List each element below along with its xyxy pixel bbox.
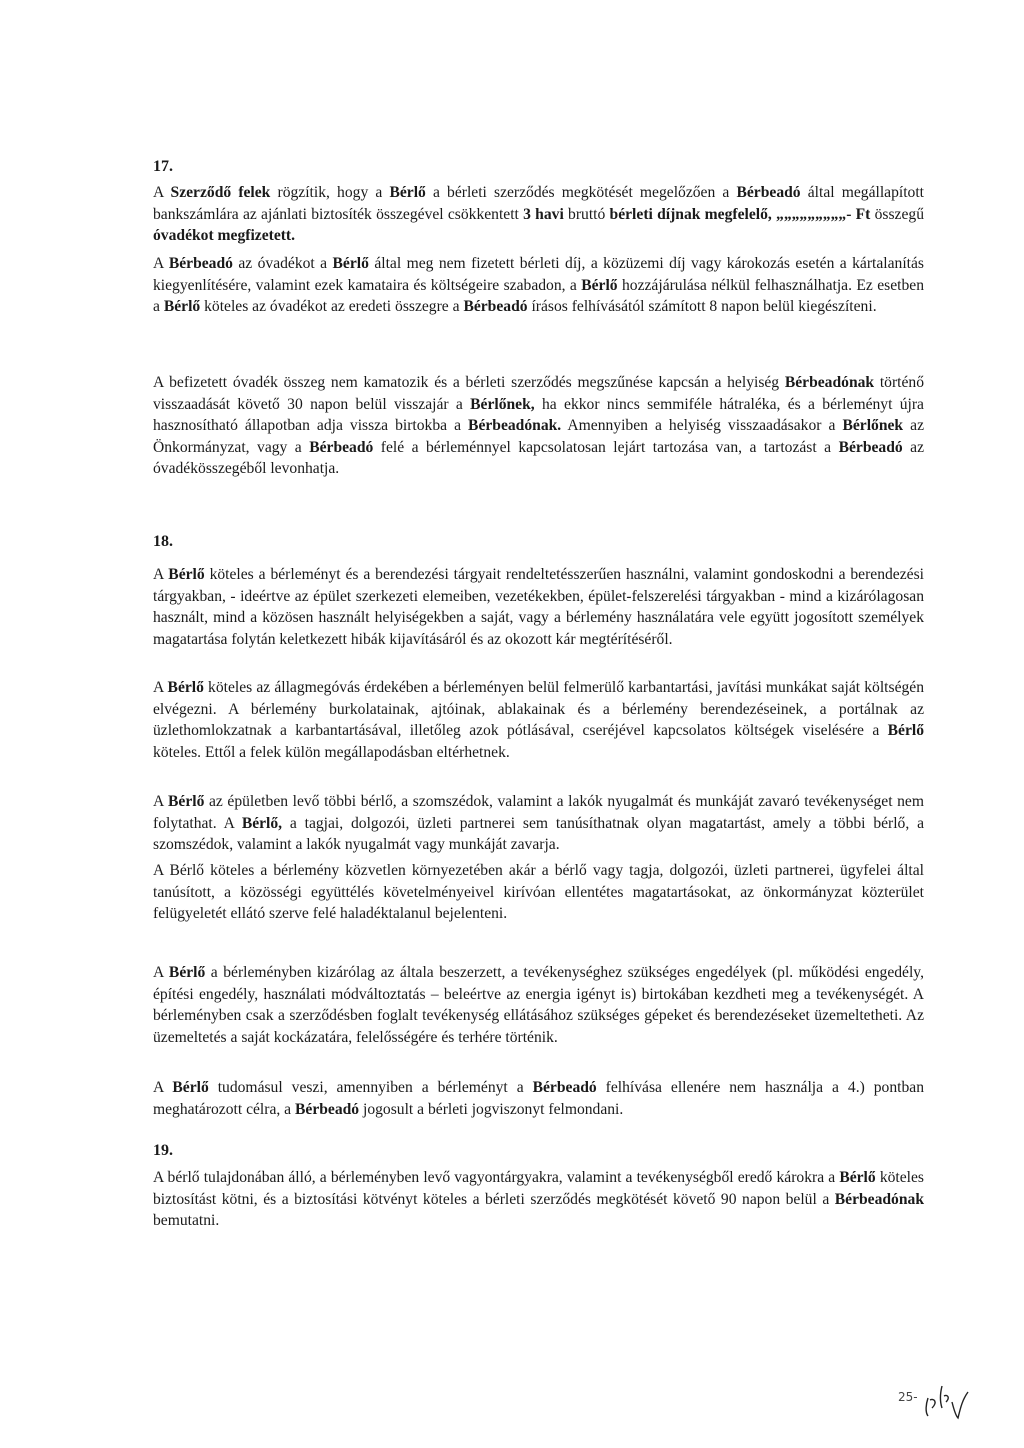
section-17-paragraph-1: A Szerződő felek rögzítik, hogy a Bérlő a bérleti szerződés megkötését megelőzően a Bérbeadó által megállapított bankszámlára az ajánlati biztosíték összegével csökkentett 3 havi bruttó bérleti díjnak megfelelő, „„„„„„„„„- Ft összegű óvadékot megfizetett. bbox=[153, 184, 925, 245]
section-19-paragraph-1: A bérlő tulajdonában álló, a bérleményben levő vagyontárgyakra, valamint a tevékenységből eredő károkra a Bérlő köteles biztosítást kötni, és a biztosítási kötvényt köteles a bérleti szerződés megkötését követő 90 napon belül a Bérbeadónak bemutatni. bbox=[153, 1169, 924, 1230]
section-18-paragraph-6: A Bérlő tudomásul veszi, amennyiben a bérleményt a Bérbeadó felhívása ellenére nem használja a 4.) pontban meghatározott célra, a Bérbeadó jogosult a bérleti jogviszonyt felmondani. bbox=[153, 1079, 924, 1118]
section-18-paragraph-5: A Bérlő a bérleményben kizárólag az általa beszerzett, a tevékenységhez szükséges engedélyek (pl. működési engedély, építési engedély, használati módváltoztatás – beleértve az energia igényt is) birtokában kezdheti meg a tevékenységét. A bérleményben csak a szerződésben foglalt tevékenység ellátásához szükséges gépeket és berendezéseket üzemeltetheti. Az üzemeltetés a saját kockázatára, felelősségére és terhére történik. bbox=[153, 964, 924, 1046]
section-18-paragraph-4: A Bérlő köteles a bérlemény közvetlen környezetében akár a bérlő vagy tagja, dolgozói, üzleti partnerei, ügyfelei által tanúsított, a közösségi együttélés követelményeivel kirívóan ellentétes magatartásokat, az önkormányzat közterület felügyeletét ellátó szerve felé haladéktalanul bejelenteni. bbox=[153, 862, 924, 923]
section-17-paragraph-2: A Bérbeadó az óvadékot a Bérlő által meg nem fizetett bérleti díj, a közüzemi díj vagy károkozás esetén a kártalanítás kiegyenlítésére, valamint ezek kamataira és költségeire szabadon, a Bérlő hozzájárulása nélkül felhasználhatja. Ez esetben a Bérlő köteles az óvadékot az eredeti összegre a Bérbeadó írásos felhívásától számított 8 napon belül kiegészíteni. bbox=[153, 255, 924, 316]
section-18-paragraph-1: A Bérlő köteles a bérleményt és a berendezési tárgyait rendeltetésszerűen használni, valamint gondoskodni a berendezési tárgyakban, - ideértve az épület szerkezeti elemeiben, vezetékekben, épület-felszerelési tárgyakban - mind a kizárólagosan használt, mind a közösen használt helyiségekben a saját, vagy a bérlemény használatára vele együtt jogosított személyek magatartása folytán keletkezett hibák kijavításáról és az okozott kár megtérítéséről. bbox=[153, 566, 924, 648]
section-18-paragraph-2: A Bérlő köteles az állagmegóvás érdekében a bérleményen belül felmerülő karbantartási, javítási munkákat saját költségén elvégezni. A bérlemény burkolatainak, ajtóinak, ablakainak és a bérlemény berendezéseinek, a portálnak az üzlethomlokzatnak a karbantartásával, illetőleg azok pótlásával, cseréjével kapcsolatos költségek viselésére a Bérlő köteles. Ettől a felek külön megállapodásban eltérhetnek. bbox=[153, 679, 924, 761]
section-number-17: 17. bbox=[153, 158, 173, 175]
section-17-paragraph-3: A befizetett óvadék összeg nem kamatozik és a bérleti szerződés megszűnése kapcsán a helyiség Bérbeadónak történő visszaadását követő 30 napon belül visszajár a Bérlőnek, ha ekkor nincs semmiféle hátraléka, és a bérleményt újra hasznosítható állapotban adja vissza birtokba a Bérbeadónak. Amennyiben a helyiség visszaadásakor a Bérlőnek az Önkormányzat, vagy a Bérbeadó felé a bérleménnyel kapcsolatosan lejárt tartozása van, a tartozást a Bérbeadó az óvadékösszegéből levonhatja. bbox=[153, 374, 924, 478]
section-number-18: 18. bbox=[153, 533, 173, 550]
signature-scribble-icon bbox=[898, 1380, 998, 1430]
page-mark-label: 25- bbox=[898, 1390, 918, 1404]
section-18-paragraph-3: A Bérlő az épületben levő többi bérlő, a szomszédok, valamint a lakók nyugalmát és munkáját zavaró tevékenységet nem folytathat. A Bérlő, a tagjai, dolgozói, üzleti partnerei sem tanúsíthatnak olyan magatartást, amely a többi bérlő, a szomszédok, valamint a lakók nyugalmát vagy munkáját zavarja. bbox=[153, 793, 924, 854]
section-number-19: 19. bbox=[153, 1142, 173, 1159]
handwritten-initials-mark bbox=[898, 1380, 998, 1430]
